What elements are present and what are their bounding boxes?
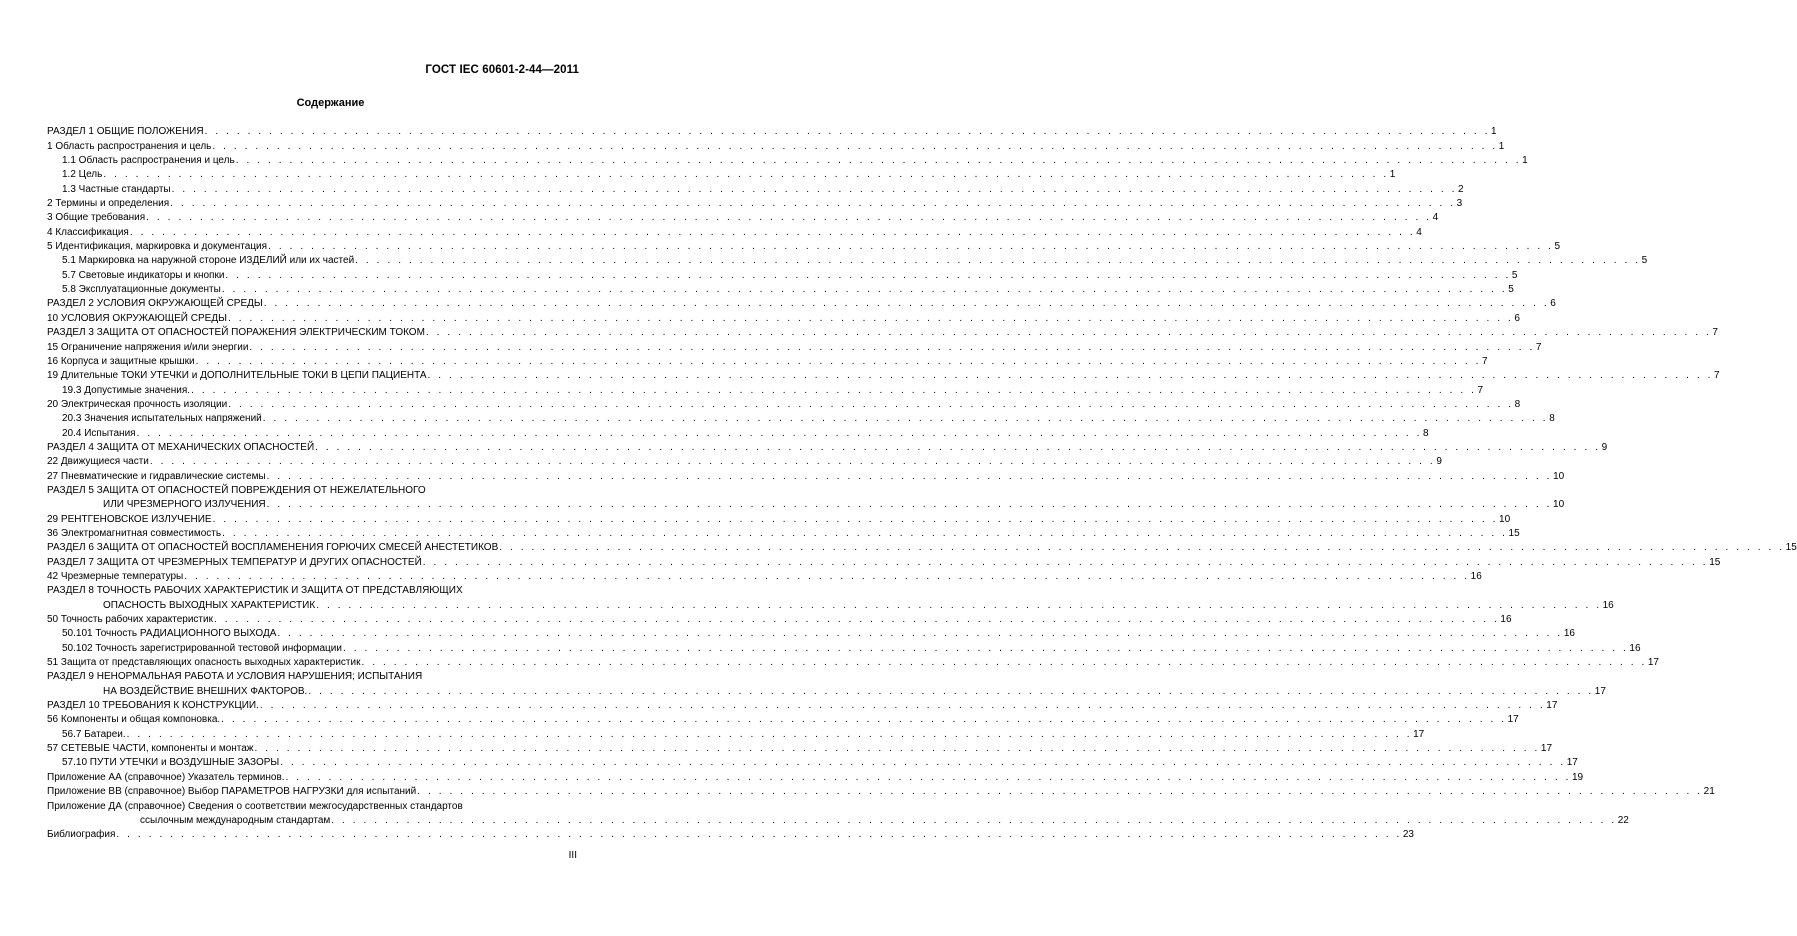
toc-entry[interactable] [47,224,1422,238]
toc-entry-page: 17 [1594,685,1606,697]
toc-entry-title: 5.8 Эксплуатационные документы [62,284,221,296]
toc-dot-leader: . . . . . . . . . . . . . . . . . . . . . . . . . . . . . . . . . . . . . . . . . . . . . . . . . . . . . . . . . . . . . . . . . . . . . . . . . . . . . . . . . . . . . . . . . . . . . . . . . . . . . . . . . . . . . . . . . . . . . . . . [149,456,1436,468]
toc-entry-title: РАЗДЕЛ 4 ЗАЩИТА ОТ МЕХАНИЧЕСКИХ ОПАСНОСТЕЙ [47,441,315,453]
toc-dot-leader: . . . . . . . . . . . . . . . . . . . . . . . . . . . . . . . . . . . . . . . . . . . . . . . . . . . . . . . . . . . . . . . . . . . . . . . . . . . . . . . . . . . . . . . . . . . . . . . . . . . . . . . . . . . . . . . . . . . . . . . . [342,642,1629,654]
toc-dot-leader: . . . . . . . . . . . . . . . . . . . . . . . . . . . . . . . . . . . . . . . . . . . . . . . . . . . . . . . . . . . . . . . . . . . . . . . . . . . . . . . . . . . . . . . . . . . . . . . . . . . . . . . . . . . . . . . . . . . . . . . . [277,628,1563,640]
toc-entry-title: 50.101 Точность РАДИАЦИОННОГО ВЫХОДА [62,628,277,640]
toc-entry-page: 17 [1413,728,1425,740]
toc-entry-title: ссылочным международным стандартам [140,814,331,826]
toc-entry[interactable] [47,411,1555,425]
toc-entry-title: 57.10 ПУТИ УТЕЧКИ и ВОЗДУШНЫЕ ЗАЗОРЫ [62,757,280,769]
toc-entry[interactable] [47,683,1606,697]
document-header: ГОСТ IEC 60601-2-44—2011 [425,64,579,76]
toc-dot-leader: . . . . . . . . . . . . . . . . . . . . . . . . . . . . . . . . . . . . . . . . . . . . . . . . . . . . . . . . . . . . . . . . . . . . . . . . . . . . . . . . . . . . . . . . . . . . . . . . . . . . . . . . . . . . . . . . . . . . . . . . [126,728,1413,740]
toc-entry[interactable] [47,726,1425,740]
toc-entry-page: 16 [1602,599,1614,611]
toc-entry-page: 4 [1432,212,1439,224]
toc-entry[interactable] [47,368,1720,382]
toc-entry-page: 16 [1629,642,1641,654]
toc-entry-page: 6 [1514,312,1520,324]
page-number: III [568,850,577,861]
toc-entry-title: 5.7 Световые индикаторы и кнопки [62,269,225,281]
toc-entry[interactable] [47,741,1553,755]
toc-entry-title: 20.4 Испытания [62,427,136,439]
toc-entry-page: 15 [1508,527,1520,539]
toc-entry-page: 17 [1566,757,1578,769]
toc-entry[interactable] [47,511,1511,525]
toc-entry-title: РАЗДЕЛ 1 ОБЩИЕ ПОЛОЖЕНИЯ [47,126,204,138]
toc-entry-page: 7 [1712,327,1718,339]
toc-entry-page: 1 [1522,155,1528,167]
toc-dot-leader: . . . . . . . . . . . . . . . . . . . . . . . . . . . . . . . . . . . . . . . . . . . . . . . . . . . . . . . . . . . . . . . . . . . . . . . . . . . . . . . . . . . . . . . . . . . . . . . . . . . . . . . . . . . . . . . . . . . . . . . . [259,700,1546,712]
toc-entry-title: 1.2 Цель [62,169,103,181]
toc-dot-leader: . . . . . . . . . . . . . . . . . . . . . . . . . . . . . . . . . . . . . . . . . . . . . . . . . . . . . . . . . . . . . . . . . . . . . . . . . . . . . . . . . . . . . . . . . . . . . . . . . . . . . . . . . . . . . . . . . . . . . . . . [499,542,1785,554]
toc-entry-page: 17 [1647,657,1659,669]
table-of-contents [47,124,1797,841]
toc-entry-page: 2 [1458,183,1464,195]
toc-dot-leader: . . . . . . . . . . . . . . . . . . . . . . . . . . . . . . . . . . . . . . . . . . . . . . . . . . . . . . . . . . . . . . . . . . . . . . . . . . . . . . . . . . . . . . . . . . . . . . . . . . . . . . . . . . . . . . . . . . . . . . . . [254,743,1540,755]
toc-entry[interactable] [47,540,1797,554]
toc-entry-title: 3 Общие требования [47,212,146,224]
toc-dot-leader: . . . . . . . . . . . . . . . . . . . . . . . . . . . . . . . . . . . . . . . . . . . . . . . . . . . . . . . . . . . . . . . . . . . . . . . . . . . . . . . . . . . . . . . . . . . . . . . . . . . . . . . . . . . . . . . . . . . . . . . . [204,126,1491,138]
toc-entry[interactable] [47,382,1484,396]
toc-dot-leader: . . . . . . . . . . . . . . . . . . . . . . . . . . . . . . . . . . . . . . . . . . . . . . . . . . . . . . . . . . . . . . . . . . . . . . . . . . . . . . . . . . . . . . . . . . . . . . . . . . . . . . . . . . . . . . . . . . . . . . . . [417,786,1703,798]
toc-dot-leader: . . . . . . . . . . . . . . . . . . . . . . . . . . . . . . . . . . . . . . . . . . . . . . . . . . . . . . . . . . . . . . . . . . . . . . . . . . . . . . . . . . . . . . . . . . . . . . . . . . . . . . . . . . . . . . . . . . . . . . . . [116,829,1402,841]
toc-dot-leader: . . . . . . . . . . . . . . . . . . . . . . . . . . . . . . . . . . . . . . . . . . . . . . . . . . . . . . . . . . . . . . . . . . . . . . . . . . . . . . . . . . . . . . . . . . . . . . . . . . . . . . . . . . . . . . . . . . . . . . . . [280,757,1566,769]
toc-entry-page: 1 [1491,126,1497,138]
toc-entry[interactable] [47,798,583,812]
page-title: Содержание [296,97,365,109]
toc-entry-page: 10 [1553,470,1565,482]
toc-entry-title: 50.102 Точность зарегистрированной тестовой информации [62,642,342,654]
toc-entry-title: РАЗДЕЛ 8 ТОЧНОСТЬ РАБОЧИХ ХАРАКТЕРИСТИК И ЗАЩИТА ОТ ПРЕДСТАВЛЯЮЩИХ [47,585,463,597]
toc-dot-leader: . . . . . . . . . . . . . . . . . . . . . . . . . . . . . . . . . . . . . . . . . . . . . . . . . . . . . . . . . . . . . . . . . . . . . . . . . . . . . . . . . . . . . . . . . . . . . . . . . . . . . . . . . . . . . . . . . . . . . . . . [263,298,1550,310]
toc-entry[interactable] [47,655,1659,669]
toc-entry[interactable] [47,239,1561,253]
toc-entry[interactable] [47,440,1608,454]
toc-entry[interactable] [47,354,1488,368]
toc-entry[interactable] [47,296,1556,310]
toc-entry[interactable] [47,583,583,597]
toc-dot-leader: . . . . . . . . . . . . . . . . . . . . . . . . . . . . . . . . . . . . . . . . . . . . . . . . . . . . . . . . . . . . . . . . . . . . . . . . . . . . . . . . . . . . . . . . . . . . . . . . . . . . . . . . . . . . . . . . . . . . . . . . [355,255,1641,267]
toc-entry-page: 17 [1540,743,1553,755]
toc-dot-leader: . . . . . . . . . . . . . . . . . . . . . . . . . . . . . . . . . . . . . . . . . . . . . . . . . . . . . . . . . . . . . . . . . . . . . . . . . . . . . . . . . . . . . . . . . . . . . . . . . . . . . . . . . . . . . . . . . . . . . . . . [316,599,1602,611]
toc-entry[interactable] [47,784,1715,798]
toc-entry[interactable] [47,325,1718,339]
toc-entry-page: 3 [1456,198,1463,210]
toc-dot-leader: . . . . . . . . . . . . . . . . . . . . . . . . . . . . . . . . . . . . . . . . . . . . . . . . . . . . . . . . . . . . . . . . . . . . . . . . . . . . . . . . . . . . . . . . . . . . . . . . . . . . . . . . . . . . . . . . . . . . . . . . [221,284,1508,296]
toc-dot-leader: . . . . . . . . . . . . . . . . . . . . . . . . . . . . . . . . . . . . . . . . . . . . . . . . . . . . . . . . . . . . . . . . . . . . . . . . . . . . . . . . . . . . . . . . . . . . . . . . . . . . . . . . . . . . . . . . . . . . . . . . [103,169,1389,181]
toc-dot-leader: . . . . . . . . . . . . . . . . . . . . . . . . . . . . . . . . . . . . . . . . . . . . . . . . . . . . . . . . . . . . . . . . . . . . . . . . . . . . . . . . . . . . . . . . . . . . . . . . . . . . . . . . . . . . . . . . . . . . . . . . [249,341,1535,353]
toc-entry-title: 4 Классификация [47,226,129,238]
toc-entry-title: 20.3 Значения испытательных напряжений [62,413,262,425]
toc-entry-page: 5 [1641,255,1648,267]
toc-entry-title: ОПАСНОСТЬ ВЫХОДНЫХ ХАРАКТЕРИСТИК [103,599,316,611]
toc-entry[interactable] [47,569,1482,583]
toc-entry-page: 4 [1416,226,1422,238]
toc-dot-leader: . . . . . . . . . . . . . . . . . . . . . . . . . . . . . . . . . . . . . . . . . . . . . . . . . . . . . . . . . . . . . . . . . . . . . . . . . . . . . . . . . . . . . . . . . . . . . . . . . . . . . . . . . . . . . . . . . . . . . . . . [212,513,1499,525]
toc-dot-leader: . . . . . . . . . . . . . . . . . . . . . . . . . . . . . . . . . . . . . . . . . . . . . . . . . . . . . . . . . . . . . . . . . . . . . . . . . . . . . . . . . . . . . . . . . . . . . . . . . . . . . . . . . . . . . . . . . . . . . . . . [221,714,1507,726]
toc-entry-title: 10 УСЛОВИЯ ОКРУЖАЮЩЕЙ СРЕДЫ [47,312,227,324]
toc-dot-leader: . . . . . . . . . . . . . . . . . . . . . . . . . . . . . . . . . . . . . . . . . . . . . . . . . . . . . . . . . . . . . . . . . . . . . . . . . . . . . . . . . . . . . . . . . . . . . . . . . . . . . . . . . . . . . . . . . . . . . . . . [227,312,1514,324]
toc-entry-page: 5 [1508,284,1514,296]
toc-entry[interactable] [47,597,1614,611]
toc-entry-title: 1.3 Частные стандарты [62,183,171,195]
toc-entry[interactable] [47,698,1558,712]
toc-dot-leader: . . . . . . . . . . . . . . . . . . . . . . . . . . . . . . . . . . . . . . . . . . . . . . . . . . . . . . . . . . . . . . . . . . . . . . . . . . . . . . . . . . . . . . . . . . . . . . . . . . . . . . . . . . . . . . . . . . . . . . . . [427,370,1713,382]
toc-entry-page: 9 [1436,456,1442,468]
toc-entry[interactable] [47,181,1464,195]
toc-dot-leader: . . . . . . . . . . . . . . . . . . . . . . . . . . . . . . . . . . . . . . . . . . . . . . . . . . . . . . . . . . . . . . . . . . . . . . . . . . . . . . . . . . . . . . . . . . . . . . . . . . . . . . . . . . . . . . . . . . . . . . . . [136,427,1423,439]
toc-entry[interactable] [47,167,1396,181]
toc-entry-page: 23 [1402,829,1414,841]
toc-entry-title: Приложение АА (справочное) Указатель терминов. [47,771,285,783]
toc-dot-leader: . . . . . . . . . . . . . . . . . . . . . . . . . . . . . . . . . . . . . . . . . . . . . . . . . . . . . . . . . . . . . . . . . . . . . . . . . . . . . . . . . . . . . . . . . . . . . . . . . . . . . . . . . . . . . . . . . . . . . . . . [425,327,1712,339]
toc-entry-page: 5 [1554,241,1561,253]
toc-entry-title: РАЗДЕЛ 10 ТРЕБОВАНИЯ К КОНСТРУКЦИИ. [47,700,259,712]
toc-entry-title: 1 Область распространения и цель [47,140,212,152]
toc-entry[interactable] [47,210,1439,224]
toc-entry[interactable] [47,755,1578,769]
toc-entry[interactable] [47,769,1584,783]
toc-entry-page: 16 [1470,571,1482,582]
toc-entry-page: 7 [1713,370,1720,382]
toc-dot-leader: . . . . . . . . . . . . . . . . . . . . . . . . . . . . . . . . . . . . . . . . . . . . . . . . . . . . . . . . . . . . . . . . . . . . . . . . . . . . . . . . . . . . . . . . . . . . . . . . . . . . . . . . . . . . . . . . . . . . . . . . [184,571,1470,582]
toc-entry-title: 1.1 Область распространения и цель [62,155,235,167]
toc-entry[interactable] [47,397,1521,411]
toc-entry[interactable] [47,282,1514,296]
toc-entry-title: РАЗДЕЛ 2 УСЛОВИЯ ОКРУЖАЮЩЕЙ СРЕДЫ [47,298,263,310]
toc-entry-title: 51 Защита от представляющих опасность выходных характеристик [47,657,361,669]
toc-dot-leader: . . . . . . . . . . . . . . . . . . . . . . . . . . . . . . . . . . . . . . . . . . . . . . . . . . . . . . . . . . . . . . . . . . . . . . . . . . . . . . . . . . . . . . . . . . . . . . . . . . . . . . . . . . . . . . . . . . . . . . . . [361,657,1647,669]
toc-dot-leader: . . . . . . . . . . . . . . . . . . . . . . . . . . . . . . . . . . . . . . . . . . . . . . . . . . . . . . . . . . . . . . . . . . . . . . . . . . . . . . . . . . . . . . . . . . . . . . . . . . . . . . . . . . . . . . . . . . . . . . . . [315,441,1601,453]
toc-entry-title: 5.1 Маркировка на наружной стороне ИЗДЕЛИЙ или их частей [62,255,355,267]
toc-entry-page: 7 [1477,384,1484,396]
toc-entry-page: 8 [1549,413,1555,425]
toc-dot-leader: . . . . . . . . . . . . . . . . . . . . . . . . . . . . . . . . . . . . . . . . . . . . . . . . . . . . . . . . . . . . . . . . . . . . . . . . . . . . . . . . . . . . . . . . . . . . . . . . . . . . . . . . . . . . . . . . . . . . . . . . [308,685,1594,697]
toc-entry-page: 16 [1500,614,1512,626]
toc-dot-leader: . . . . . . . . . . . . . . . . . . . . . . . . . . . . . . . . . . . . . . . . . . . . . . . . . . . . . . . . . . . . . . . . . . . . . . . . . . . . . . . . . . . . . . . . . . . . . . . . . . . . . . . . . . . . . . . . . . . . . . . . [268,241,1554,253]
toc-entry-title: 5 Идентификация, маркировка и документация [47,241,268,253]
toc-dot-leader: . . . . . . . . . . . . . . . . . . . . . . . . . . . . . . . . . . . . . . . . . . . . . . . . . . . . . . . . . . . . . . . . . . . . . . . . . . . . . . . . . . . . . . . . . . . . . . . . . . . . . . . . . . . . . . . . . . . . . . . . [422,556,1709,568]
toc-entry[interactable] [47,454,1442,468]
toc-dot-leader: . . . . . . . . . . . . . . . . . . . . . . . . . . . . . . . . . . . . . . . . . . . . . . . . . . . . . . . . . . . . . . . . . . . . . . . . . . . . . . . . . . . . . . . . . . . . . . . . . . . . . . . . . . . . . . . . . . . . . . . . [225,269,1511,281]
toc-dot-leader: . . . . . . . . . . . . . . . . . . . . . . . . . . . . . . . . . . . . . . . . . . . . . . . . . . . . . . . . . . . . . . . . . . . . . . . . . . . . . . . . . . . . . . . . . . . . . . . . . . . . . . . . . . . . . . . . . . . . . . . . [170,198,1456,210]
toc-entry[interactable] [47,468,1565,482]
toc-entry-page: 1 [1389,169,1396,181]
toc-entry-page: 15 [1709,556,1721,568]
toc-entry[interactable] [47,253,1648,267]
toc-entry-page: 21 [1703,786,1715,798]
toc-entry-page: 8 [1423,427,1429,439]
toc-entry-page: 10 [1499,513,1511,525]
toc-entry[interactable] [47,554,1721,568]
toc-dot-leader: . . . . . . . . . . . . . . . . . . . . . . . . . . . . . . . . . . . . . . . . . . . . . . . . . . . . . . . . . . . . . . . . . . . . . . . . . . . . . . . . . . . . . . . . . . . . . . . . . . . . . . . . . . . . . . . . . . . . . . . . [285,771,1571,783]
toc-dot-leader: . . . . . . . . . . . . . . . . . . . . . . . . . . . . . . . . . . . . . . . . . . . . . . . . . . . . . . . . . . . . . . . . . . . . . . . . . . . . . . . . . . . . . . . . . . . . . . . . . . . . . . . . . . . . . . . . . . . . . . . . [171,183,1458,195]
toc-entry-title: 42 Чрезмерные температуры [47,571,184,582]
toc-dot-leader: . . . . . . . . . . . . . . . . . . . . . . . . . . . . . . . . . . . . . . . . . . . . . . . . . . . . . . . . . . . . . . . . . . . . . . . . . . . . . . . . . . . . . . . . . . . . . . . . . . . . . . . . . . . . . . . . . . . . . . . . [235,155,1522,167]
toc-entry-title: 22 Движущиеся части [47,456,149,468]
toc-entry-page: 5 [1511,269,1518,281]
toc-entry[interactable] [47,626,1575,640]
toc-entry-title: ИЛИ ЧРЕЗМЕРНОГО ИЗЛУЧЕНИЯ [103,499,266,511]
toc-dot-leader: . . . . . . . . . . . . . . . . . . . . . . . . . . . . . . . . . . . . . . . . . . . . . . . . . . . . . . . . . . . . . . . . . . . . . . . . . . . . . . . . . . . . . . . . . . . . . . . . . . . . . . . . . . . . . . . . . . . . . . . . [262,413,1549,425]
toc-entry-title: РАЗДЕЛ 9 НЕНОРМАЛЬНАЯ РАБОТА И УСЛОВИЯ НАРУШЕНИЯ; ИСПЫТАНИЯ [47,671,423,683]
toc-entry-page: 15 [1785,542,1797,554]
toc-dot-leader: . . . . . . . . . . . . . . . . . . . . . . . . . . . . . . . . . . . . . . . . . . . . . . . . . . . . . . . . . . . . . . . . . . . . . . . . . . . . . . . . . . . . . . . . . . . . . . . . . . . . . . . . . . . . . . . . . . . . . . . . [129,226,1416,238]
toc-dot-leader: . . . . . . . . . . . . . . . . . . . . . . . . . . . . . . . . . . . . . . . . . . . . . . . . . . . . . . . . . . . . . . . . . . . . . . . . . . . . . . . . . . . . . . . . . . . . . . . . . . . . . . . . . . . . . . . . . . . . . . . . [331,814,1617,826]
toc-entry-title: Приложение ДА (справочное) Сведения о соответствии межгосударственных стандартов [47,800,463,812]
toc-entry-title: 27 Пневматические и гидравлические системы [47,470,266,482]
toc-entry-title: 56.7 Батареи. [62,728,126,740]
toc-dot-leader: . . . . . . . . . . . . . . . . . . . . . . . . . . . . . . . . . . . . . . . . . . . . . . . . . . . . . . . . . . . . . . . . . . . . . . . . . . . . . . . . . . . . . . . . . . . . . . . . . . . . . . . . . . . . . . . . . . . . . . . . [266,470,1553,482]
toc-entry-title: 36 Электромагнитная совместимость [47,527,222,539]
toc-entry[interactable] [47,138,1505,152]
toc-entry[interactable] [47,612,1512,626]
toc-dot-leader: . . . . . . . . . . . . . . . . . . . . . . . . . . . . . . . . . . . . . . . . . . . . . . . . . . . . . . . . . . . . . . . . . . . . . . . . . . . . . . . . . . . . . . . . . . . . . . . . . . . . . . . . . . . . . . . . . . . . . . . . [222,527,1508,539]
toc-entry-title: 50 Точность рабочих характеристик [47,614,213,626]
toc-entry-title: 19.3 Допустимые значения. [62,384,191,396]
toc-entry-page: 7 [1535,341,1542,353]
toc-entry[interactable] [47,827,1414,841]
toc-entry-title: Библиография [47,829,116,841]
toc-entry-title: 56 Компоненты и общая компоновка. [47,714,221,726]
toc-dot-leader: . . . . . . . . . . . . . . . . . . . . . . . . . . . . . . . . . . . . . . . . . . . . . . . . . . . . . . . . . . . . . . . . . . . . . . . . . . . . . . . . . . . . . . . . . . . . . . . . . . . . . . . . . . . . . . . . . . . . . . . . [213,614,1500,626]
toc-entry[interactable] [47,425,1429,439]
toc-entry[interactable] [47,310,1520,324]
toc-dot-leader: . . . . . . . . . . . . . . . . . . . . . . . . . . . . . . . . . . . . . . . . . . . . . . . . . . . . . . . . . . . . . . . . . . . . . . . . . . . . . . . . . . . . . . . . . . . . . . . . . . . . . . . . . . . . . . . . . . . . . . . . [266,499,1553,511]
toc-entry[interactable] [47,339,1542,353]
toc-entry[interactable] [47,813,1629,827]
toc-entry[interactable] [47,483,583,497]
toc-dot-leader: . . . . . . . . . . . . . . . . . . . . . . . . . . . . . . . . . . . . . . . . . . . . . . . . . . . . . . . . . . . . . . . . . . . . . . . . . . . . . . . . . . . . . . . . . . . . . . . . . . . . . . . . . . . . . . . . . . . . . . . . [195,355,1481,367]
toc-entry[interactable] [47,267,1518,281]
toc-entry[interactable] [47,526,1520,540]
toc-entry-page: 22 [1617,814,1629,826]
toc-entry-title: 57 СЕТЕВЫЕ ЧАСТИ, компоненты и монтаж [47,743,254,755]
toc-entry-title: НА ВОЗДЕЙСТВИЕ ВНЕШНИХ ФАКТОРОВ. [103,685,308,697]
toc-entry-page: 6 [1550,298,1556,310]
toc-entry-page: 19 [1571,771,1584,783]
toc-entry-title: Приложение ВВ (справочное) Выбор ПАРАМЕТРОВ НАГРУЗКИ для испытаний [47,786,417,798]
toc-entry[interactable] [47,640,1641,654]
toc-dot-leader: . . . . . . . . . . . . . . . . . . . . . . . . . . . . . . . . . . . . . . . . . . . . . . . . . . . . . . . . . . . . . . . . . . . . . . . . . . . . . . . . . . . . . . . . . . . . . . . . . . . . . . . . . . . . . . . . . . . . . . . . [212,140,1498,152]
toc-entry[interactable] [47,153,1528,167]
toc-entry-title: 20 Электрическая прочность изоляции [47,398,228,410]
toc-entry-title: 2 Термины и определения [47,198,170,210]
toc-dot-leader: . . . . . . . . . . . . . . . . . . . . . . . . . . . . . . . . . . . . . . . . . . . . . . . . . . . . . . . . . . . . . . . . . . . . . . . . . . . . . . . . . . . . . . . . . . . . . . . . . . . . . . . . . . . . . . . . . . . . . . . . [228,398,1514,410]
toc-entry-title: 19 Длительные ТОКИ УТЕЧКИ и ДОПОЛНИТЕЛЬНЫЕ ТОКИ В ЦЕПИ ПАЦИЕНТА [47,370,427,382]
toc-entry-title: РАЗДЕЛ 6 ЗАЩИТА ОТ ОПАСНОСТЕЙ ВОСПЛАМЕНЕНИЯ ГОРЮЧИХ СМЕСЕЙ АНЕСТЕТИКОВ [47,542,499,554]
toc-entry-title: РАЗДЕЛ 3 ЗАЩИТА ОТ ОПАСНОСТЕЙ ПОРАЖЕНИЯ ЭЛЕКТРИЧЕСКИМ ТОКОМ [47,327,425,339]
toc-entry-page: 16 [1563,628,1575,640]
toc-entry[interactable] [47,497,1565,511]
toc-entry-title: 16 Корпуса и защитные крышки [47,355,195,367]
toc-entry-title: 15 Ограничение напряжения и/или энергии [47,341,249,353]
toc-entry-page: 10 [1553,499,1565,511]
toc-entry-title: РАЗДЕЛ 5 ЗАЩИТА ОТ ОПАСНОСТЕЙ ПОВРЕЖДЕНИЯ ОТ НЕЖЕЛАТЕЛЬНОГО [47,484,426,496]
toc-entry-page: 1 [1498,140,1505,152]
toc-entry[interactable] [47,196,1463,210]
toc-entry-page: 17 [1507,714,1519,726]
toc-entry-page: 17 [1546,700,1558,712]
toc-entry[interactable] [47,124,1497,138]
toc-entry-page: 8 [1514,398,1521,410]
toc-entry-title: 29 РЕНТГЕНОВСКОЕ ИЗЛУЧЕНИЕ [47,513,212,525]
toc-dot-leader: . . . . . . . . . . . . . . . . . . . . . . . . . . . . . . . . . . . . . . . . . . . . . . . . . . . . . . . . . . . . . . . . . . . . . . . . . . . . . . . . . . . . . . . . . . . . . . . . . . . . . . . . . . . . . . . . . . . . . . . . [146,212,1432,224]
toc-entry-page: 9 [1601,441,1608,453]
toc-dot-leader: . . . . . . . . . . . . . . . . . . . . . . . . . . . . . . . . . . . . . . . . . . . . . . . . . . . . . . . . . . . . . . . . . . . . . . . . . . . . . . . . . . . . . . . . . . . . . . . . . . . . . . . . . . . . . . . . . . . . . . . . [191,384,1477,396]
toc-entry-title: РАЗДЕЛ 7 ЗАЩИТА ОТ ЧРЕЗМЕРНЫХ ТЕМПЕРАТУР И ДРУГИХ ОПАСНОСТЕЙ [47,556,422,568]
toc-entry-page: 7 [1481,355,1488,367]
toc-entry[interactable] [47,712,1519,726]
toc-entry[interactable] [47,669,583,683]
